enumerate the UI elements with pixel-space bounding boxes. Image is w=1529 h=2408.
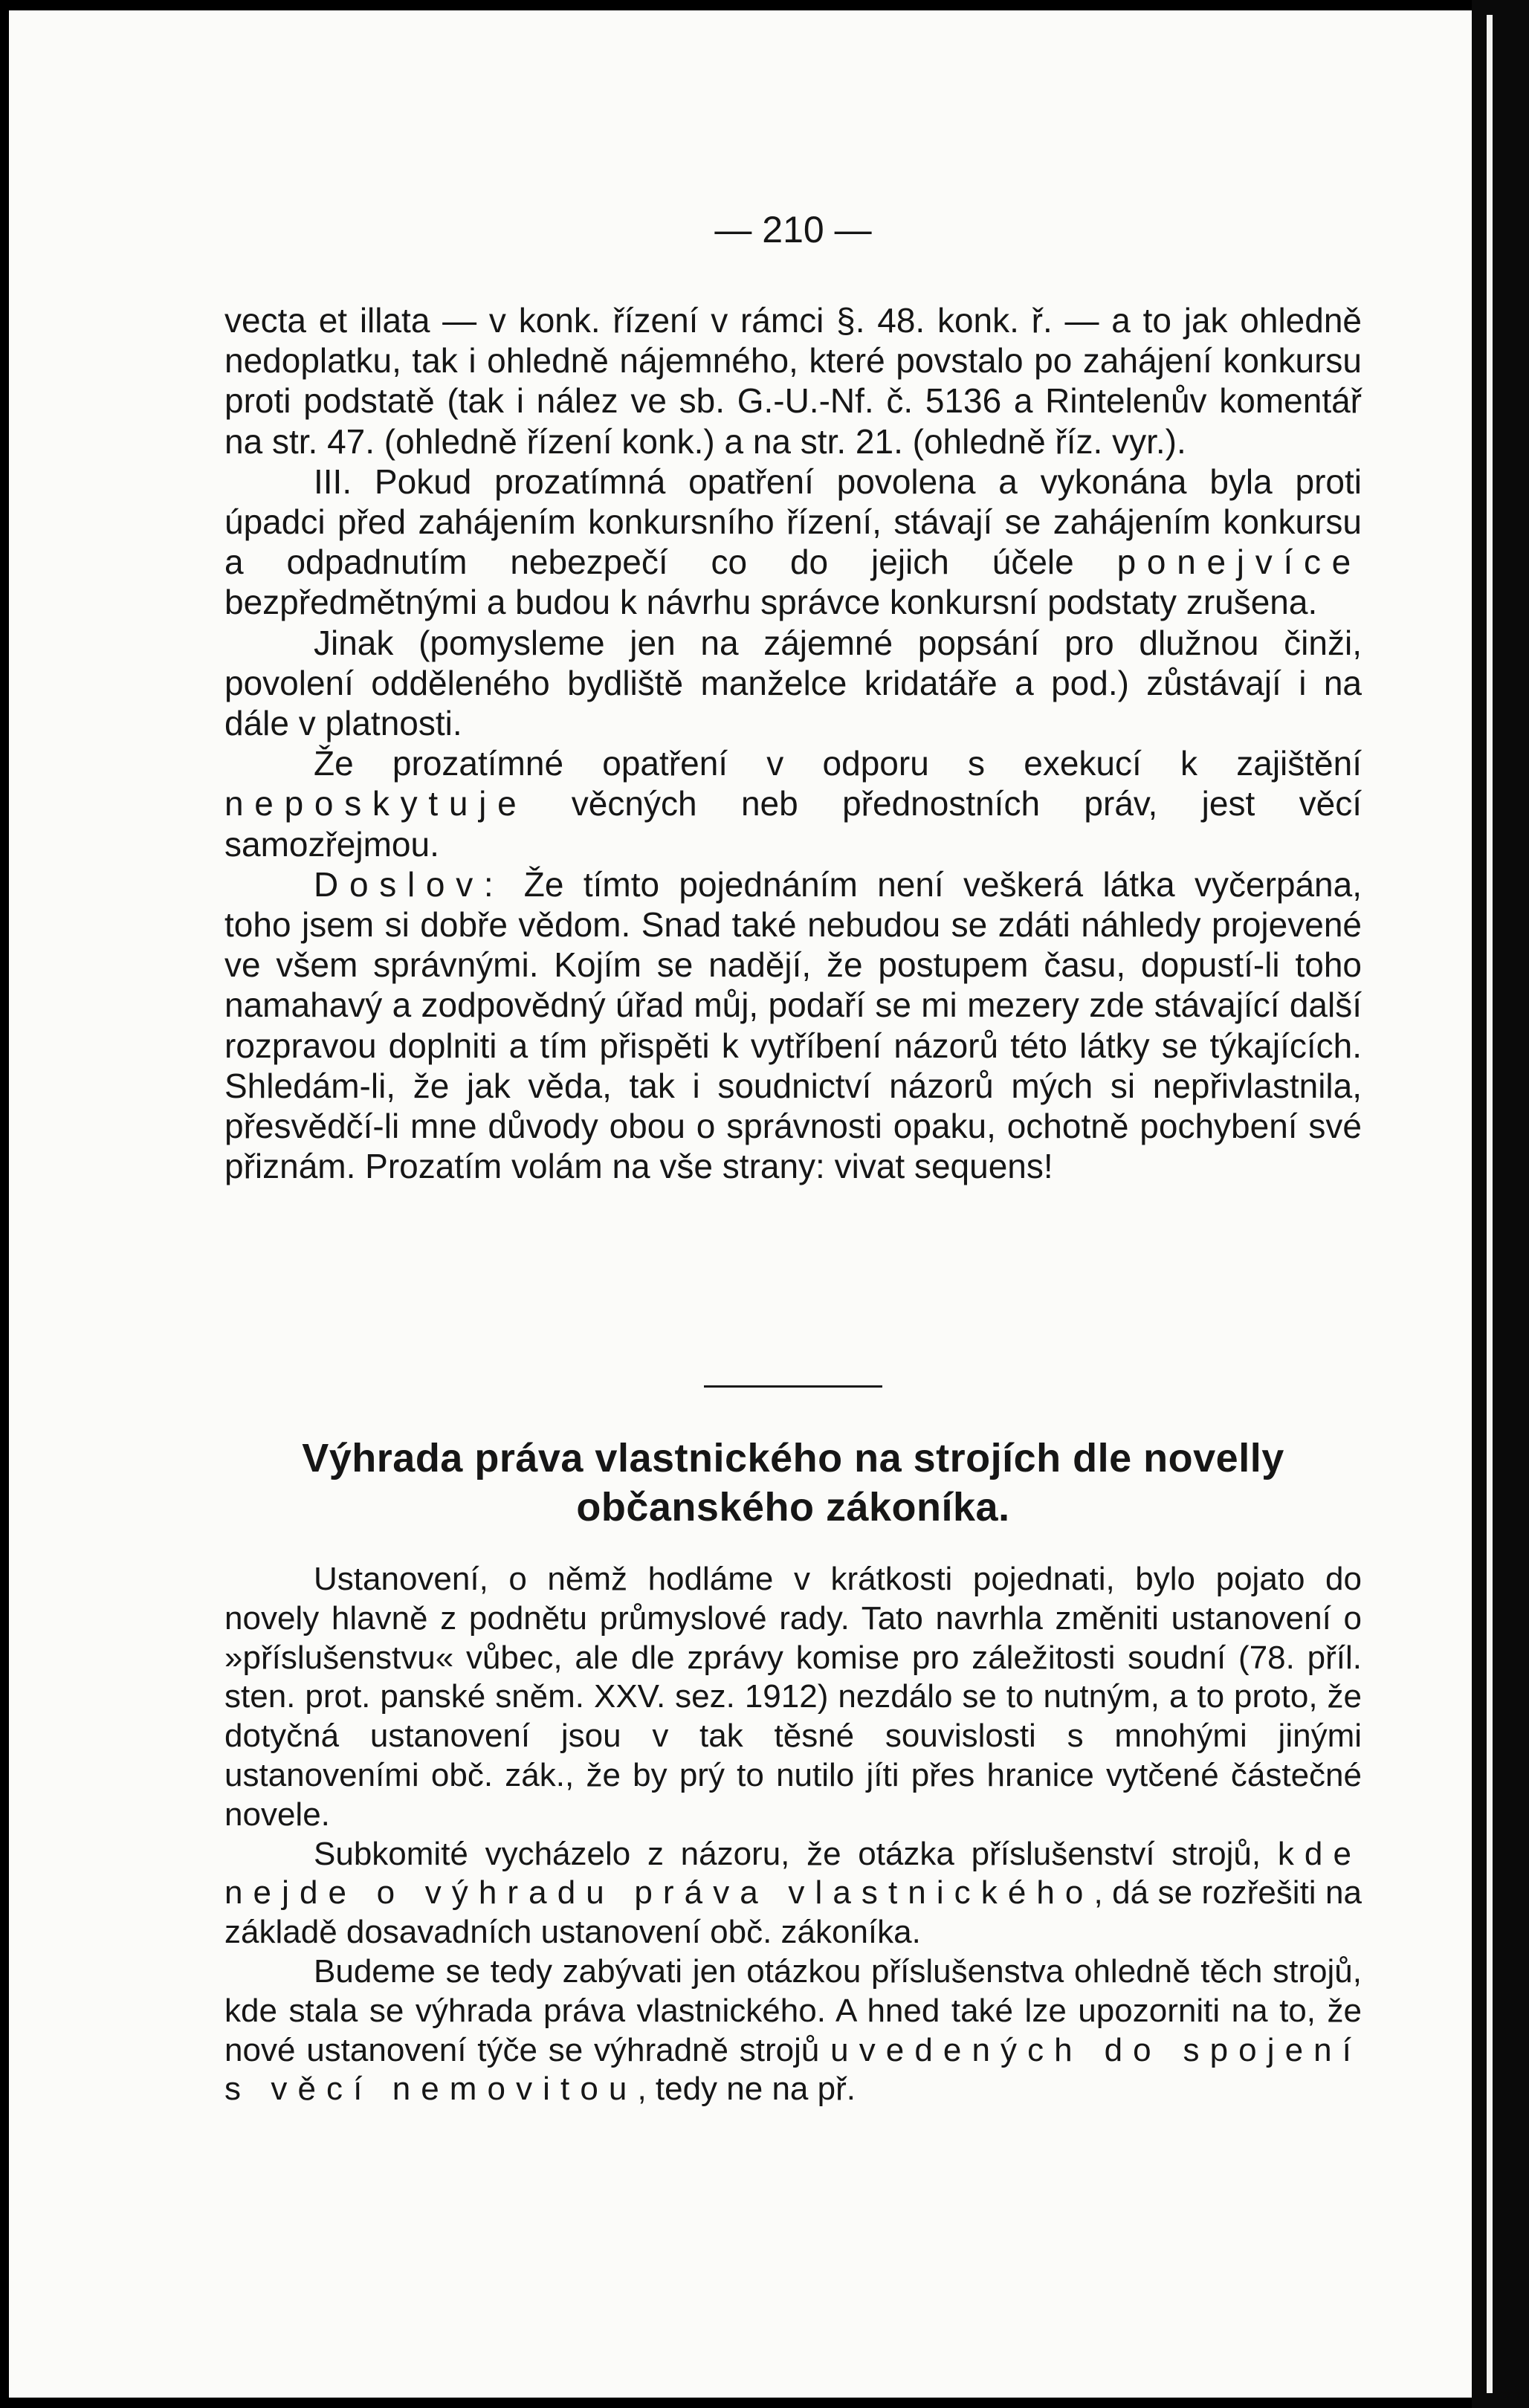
paragraph-4 xyxy=(224,743,1362,864)
section-2-paragraph-3-spaced: uvedených do spojení s věcí nemovitou xyxy=(224,2031,1362,2108)
scanned-page xyxy=(9,10,1472,2398)
scan-border-line xyxy=(1487,15,1493,2393)
paragraph-2 xyxy=(224,462,1362,623)
section-2-paragraph-2 xyxy=(224,1835,1362,1952)
heading-line-1: Výhrada práva vlastnického na strojích dle novelly xyxy=(302,1436,1284,1480)
section-2-paragraph-3-text-b: , tedy ne na př. xyxy=(637,2071,856,2108)
paragraph-5-text: Že tímto pojednáním není veškerá látka vyčerpána, toho jsem si dobře vědom. Snad také nebudou se zdáti náhledy projevené ve všem správnými. Kojím se nadějí, že postupem času, dopustí-li toho namahavý a zodpovědný úřad můj, podaří se mi mezery zde stávající další rozpravou doplniti a tím přispěti k vytříbení názorů této látky se týkajících. Shledám-li, že jak věda, tak i soudnictví názorů mých si nepřivlastnila, přesvědčí-li mne důvody obou o správnosti opaku, ochotně pochybení své přiznám. Prozatím volám na vše strany: vivat sequens! xyxy=(224,864,1362,1186)
paragraph-2-text-a: III. Pokud prozatímná opatření povolena a vykonána byla proti úpadci před zahájením konkursního řízení, stávají se zahájením konkursu a odpadnutím nebezpečí co do jejich účele xyxy=(224,462,1362,582)
section-1-body xyxy=(224,300,1362,1186)
paragraph-5 xyxy=(224,864,1362,1187)
paragraph-5-spaced: Doslov: xyxy=(314,864,505,904)
section-2-body xyxy=(224,1560,1362,2109)
section-2-paragraph-2-text-a: Subkomité vycházelo z názoru, že otázka příslušenství strojů, xyxy=(314,1835,1278,1872)
section-2-paragraph-2-text-b: , dá se rozřešiti na základě dosavadních ustanovení obč. zákoníka. xyxy=(224,1874,1362,1951)
heading-line-2: občanského zákoníka. xyxy=(576,1485,1010,1530)
paragraph-4-spaced: neposkytuje xyxy=(224,784,528,823)
scan-border xyxy=(1472,0,1529,2408)
page-number: — 210 — xyxy=(714,209,872,250)
paragraph-2-spaced: ponejvíce xyxy=(1116,543,1362,582)
paragraph-4-text-b: věcných neb přednostních práv, jest věcí samozřejmou. xyxy=(224,784,1362,864)
section-2-paragraph-3 xyxy=(224,1952,1362,2109)
paragraph-3: Jinak (pomysleme jen na zájemné popsání pro dlužnou činži, povolení odděleného bydliště manželce kridatáře a pod.) zůstávají i na dále v platnosti. xyxy=(224,623,1362,743)
section-divider xyxy=(704,1385,882,1388)
section-2-paragraph-1: Ustanovení, o němž hodláme v krátkosti pojednati, bylo pojato do novely hlavně z podnětu průmyslové rady. Tato navrhla změniti ustanovení o »příslušenstvu« vůbec, ale dle zprávy komise pro záležitosti soudní (78. příl. sten. prot. panské sněm. XXV. sez. 1912) nezdálo se to nutným, a to proto, že dotyčná ustanovení jsou v tak těsné souvislosti s mnohými jinými ustanoveními obč. zák., že by prý to nutilo jíti přes hranice vytčené částečné novele. xyxy=(224,1561,1362,1833)
section-2-paragraph-3-text-a: Budeme se tedy zabývati jen otázkou příslušenstva ohledně těch strojů, kde stala se výhrada práva vlastnického. A hned také lze upozorniti na to, že nové ustanovení týče se výhradně strojů xyxy=(224,1952,1362,2068)
section-heading xyxy=(224,1434,1362,1532)
paragraph-4-text-a: Že prozatímné opatření v odporu s exekucí k zajištění xyxy=(314,744,1362,783)
paragraph-2-text-b: bezpředmětnými a budou k návrhu správce konkursní podstaty zrušena. xyxy=(224,583,1318,622)
paragraph-1: vecta et illata — v konk. řízení v rámci §. 48. konk. ř. — a to jak ohledně nedoplatku, tak i ohledně nájemného, které povstalo po zahájení konkursu proti podstatě (tak i nález ve sb. G.-U.-Nf. č. 5136 a Rintelenův komentář na str. 47. (ohledně řízení konk.) a na str. 21. (ohledně říz. vyr.). xyxy=(224,301,1362,461)
section-2-paragraph-2-spaced: kde nejde o výhradu práva vlastnického xyxy=(224,1835,1362,1912)
